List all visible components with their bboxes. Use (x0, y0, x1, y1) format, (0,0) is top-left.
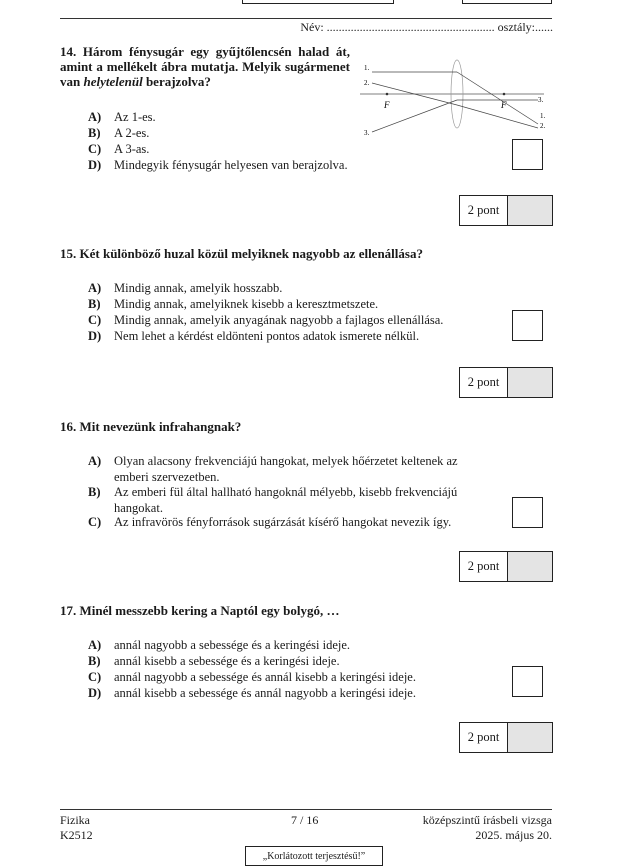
q16-points-score[interactable] (508, 552, 552, 581)
header-divider (60, 18, 552, 19)
q17-option-b: B) annál kisebb a sebessége és a keringési ideje. (88, 654, 340, 668)
q15-points-box (459, 367, 553, 398)
q14-option-d: D) Mindegyik fénysugár helyesen van berajzolva. (88, 158, 348, 172)
q16-points-box (459, 551, 553, 582)
footer-subject: Fizika (60, 813, 90, 827)
q17-answer-box[interactable] (512, 666, 543, 697)
q17-option-a: A) annál nagyobb a sebessége és a keringési ideje. (88, 638, 351, 652)
q14-answer-box[interactable] (512, 139, 543, 170)
focus-left-label: F (384, 100, 390, 110)
ray-2-out-label: 2. (540, 122, 546, 130)
footer-divider (60, 809, 552, 810)
footer-code: K2512 (60, 828, 93, 842)
q14-points-box (459, 195, 553, 226)
name-class-field[interactable]: Név: ........................................................ osztály:...... (300, 20, 553, 34)
q16-option-b: B) Az emberi fül által hallható hangoknál mélyebb, kisebb frekvenciájú hangokat. (88, 485, 458, 515)
question-16-title: 16. Mit nevezünk infrahangnak? (60, 419, 242, 434)
q15-option-c: C) Mindig annak, amelyik anyagának nagyobb a fajlagos ellenállása. (88, 313, 444, 327)
q14-points-label: 2 pont (460, 196, 508, 225)
q15-option-d: D) Nem lehet a kérdést eldönteni pontos adatok ismerete nélkül. (88, 329, 420, 343)
question-15-title: 15. Két különböző huzal közül melyiknek nagyobb az ellenállása? (60, 246, 423, 261)
question-17-title: 17. Minél messzebb kering a Naptól egy bolygó, … (60, 603, 340, 618)
footer-date: 2025. május 20. (475, 828, 552, 842)
ray-3-out-label: 3. (538, 96, 544, 104)
ray-3-label: 3. (364, 129, 370, 137)
top-box-right (462, 0, 552, 4)
q15-answer-box[interactable] (512, 310, 543, 341)
q15-option-a: A) Mindig annak, amelyik hosszabb. (88, 281, 283, 295)
footer-exam-level: középszintű írásbeli vizsga (422, 813, 552, 827)
q17-points-score[interactable] (508, 723, 552, 752)
q16-option-c: C) Az infravörös fényforrások sugárzását kísérő hangokat nevezik így. (88, 515, 452, 529)
q16-answer-box[interactable] (512, 497, 543, 528)
top-box-left (242, 0, 394, 4)
q17-option-d: D) annál kisebb a sebessége és annál nagyobb a keringési ideje. (88, 686, 416, 700)
q14-option-b: B) A 2-es. (88, 126, 150, 140)
question-14-title: 14. Három fénysugár egy gyűjtőlencsén halad át, amint a mellékelt ábra mutatja. Melyik sugármenet van helytelenül berajzolva? (60, 44, 351, 89)
q15-points-score[interactable] (508, 368, 552, 397)
q14-points-score[interactable] (508, 196, 552, 225)
ray-1-label: 1. (364, 64, 370, 72)
q16-option-a: A) Olyan alacsony frekvenciájú hangokat, melyek hőérzetet keltenek az emberi szervezetben. (88, 454, 458, 484)
q17-points-box (459, 722, 553, 753)
q15-option-b: B) Mindig annak, amelyiknek kisebb a keresztmetszete. (88, 297, 379, 311)
focus-left-point (386, 93, 389, 96)
q17-option-c: C) annál nagyobb a sebessége és annál kisebb a keringési ideje. (88, 670, 416, 684)
ray-2-label: 2. (364, 79, 370, 87)
focus-right-label: F (501, 100, 507, 110)
q17-points-label: 2 pont (460, 723, 508, 752)
q14-option-a: A) Az 1-es. (88, 110, 156, 124)
focus-right-point (503, 93, 506, 96)
ray-1-out-label: 1. (540, 112, 546, 120)
q14-option-c: C) A 3-as. (88, 142, 150, 156)
q15-points-label: 2 pont (460, 368, 508, 397)
restricted-distribution-stamp: „Korlátozott terjesztésű!” (245, 846, 383, 866)
q16-points-label: 2 pont (460, 552, 508, 581)
lens-ray-diagram (360, 56, 550, 142)
footer-page-number: 7 / 16 (291, 813, 319, 827)
